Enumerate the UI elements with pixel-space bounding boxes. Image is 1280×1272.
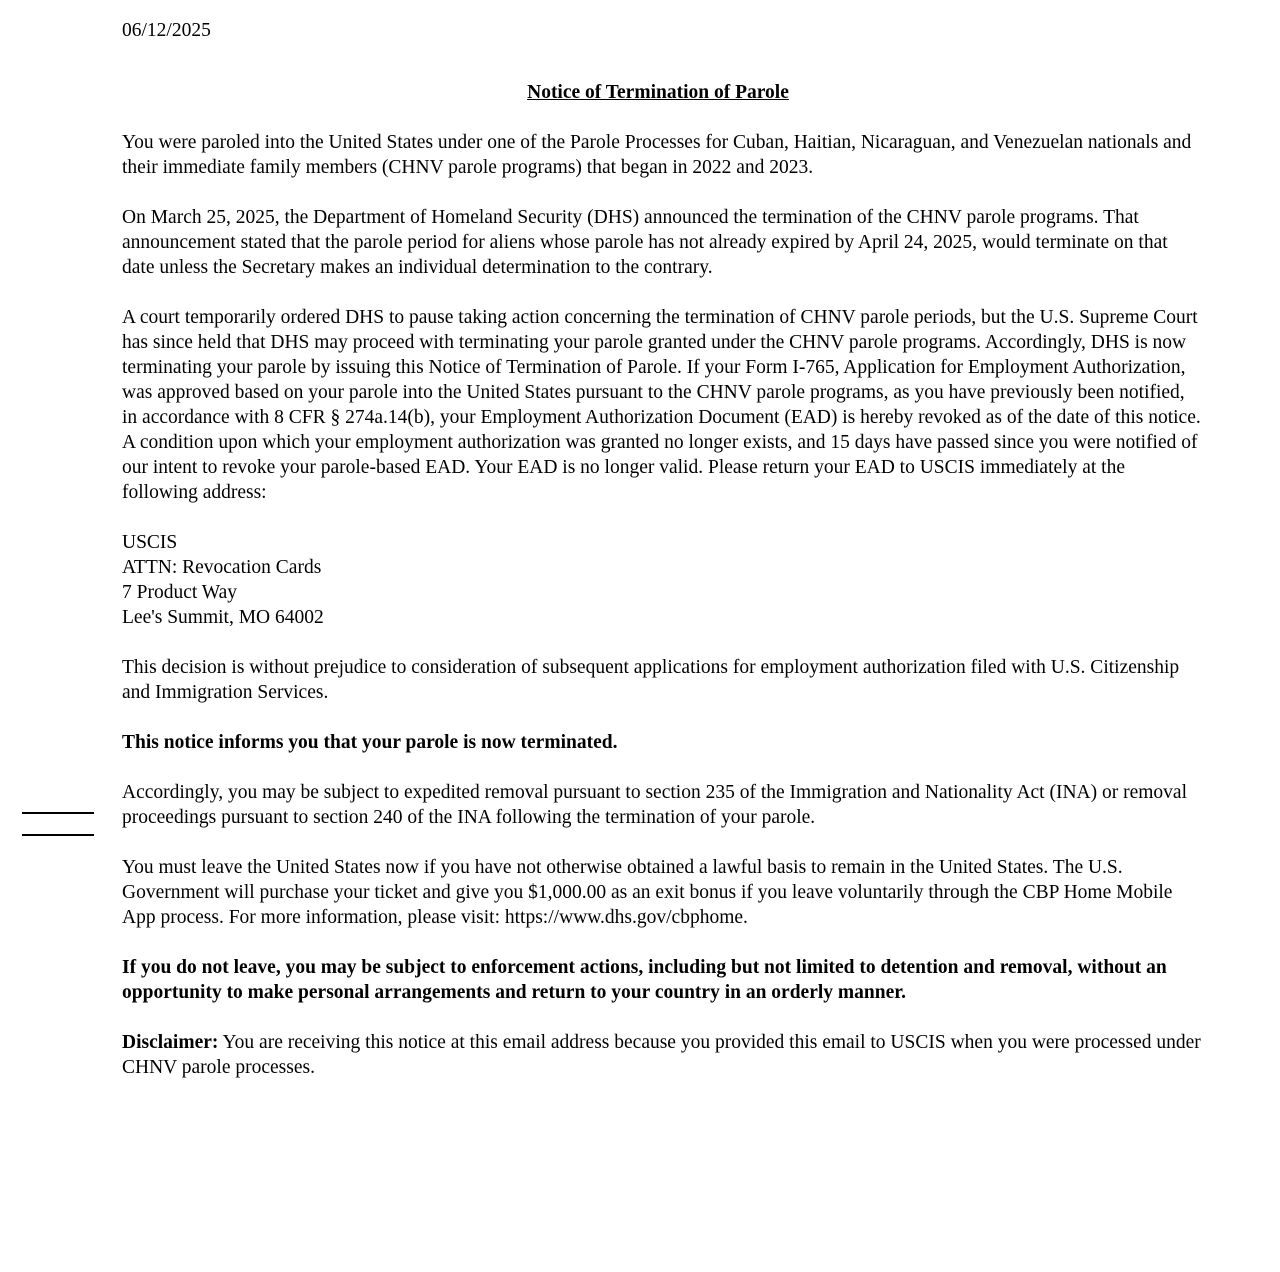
paragraph-enforcement-warning: If you do not leave, you may be subject to enforcement actions, including but not limited to detention and removal, without an opportunity to make personal arrangements and return to your country in an orderly manner. [122, 957, 1167, 1003]
paragraph-parole-terminated: This notice informs you that your parole is now terminated. [122, 732, 618, 753]
paragraph-leave-now: You must leave the United States now if you have not otherwise obtained a lawful basis to remain in the United States. The U.S. Government will purchase your ticket and give you $1,000.00 as an exit bonus if you leave voluntarily through the CBP Home Mobile App process. For more information, please visit: https://www.dhs.gov/cbphome. [122, 857, 1173, 928]
document-content [122, 18, 1202, 1080]
disclaimer-text: You are receiving this notice at this email address because you provided this email to USCIS when you were processed under CHNV parole processes. [122, 1032, 1201, 1078]
address-line-4: Lee's Summit, MO 64002 [122, 607, 324, 628]
paragraph-disclaimer [122, 1030, 1202, 1080]
notice-title: Notice of Termination of Parole [527, 82, 789, 103]
margin-mark-line [22, 834, 94, 836]
mailing-address [122, 530, 1202, 630]
address-line-2: ATTN: Revocation Cards [122, 557, 322, 578]
address-line-3: 7 Product Way [122, 582, 238, 603]
margin-marks [22, 812, 94, 838]
margin-mark-line [22, 812, 94, 814]
paragraph-court-and-ead: A court temporarily ordered DHS to pause taking action concerning the termination of CHNV parole periods, but the U.S. Supreme Court has since held that DHS may proceed with terminating your parole granted under the CHNV parole programs. Accordingly, DHS is now terminating your parole by issuing this Notice of Termination of Parole. If your Form I-765, Application for Employment Authorization, was approved based on your parole into the United States pursuant to the CHNV parole programs, as you have previously been notified, in accordance with 8 CFR § 274a.14(b), your Employment Authorization Document (EAD) is hereby revoked as of the date of this notice. A condition upon which your employment authorization was granted no longer exists, and 15 days have passed since you were notified of our intent to revoke your parole-based EAD. Your EAD is no longer valid. Please return your EAD to USCIS immediately at the following address: [122, 307, 1201, 503]
notice-date: 06/12/2025 [122, 20, 211, 41]
disclaimer-label: Disclaimer: [122, 1032, 219, 1053]
paragraph-dhs-announcement: On March 25, 2025, the Department of Homeland Security (DHS) announced the termination of the CHNV parole programs. That announcement stated that the parole period for aliens whose parole has not already expired by April 24, 2025, would terminate on that date unless the Secretary makes an individual determination to the contrary. [122, 207, 1168, 278]
paragraph-without-prejudice: This decision is without prejudice to consideration of subsequent applications for employment authorization filed with U.S. Citizenship and Immigration Services. [122, 657, 1180, 703]
paragraph-parole-background: You were paroled into the United States under one of the Parole Processes for Cuban, Haitian, Nicaraguan, and Venezuelan nationals and their immediate family members (CHNV parole programs) that began in 2022 and 2023. [122, 132, 1192, 178]
address-line-1: USCIS [122, 532, 178, 553]
paragraph-removal-proceedings: Accordingly, you may be subject to expedited removal pursuant to section 235 of the Immigration and Nationality Act (INA) or removal proceedings pursuant to section 240 of the INA following the termination of your parole. [122, 782, 1187, 828]
